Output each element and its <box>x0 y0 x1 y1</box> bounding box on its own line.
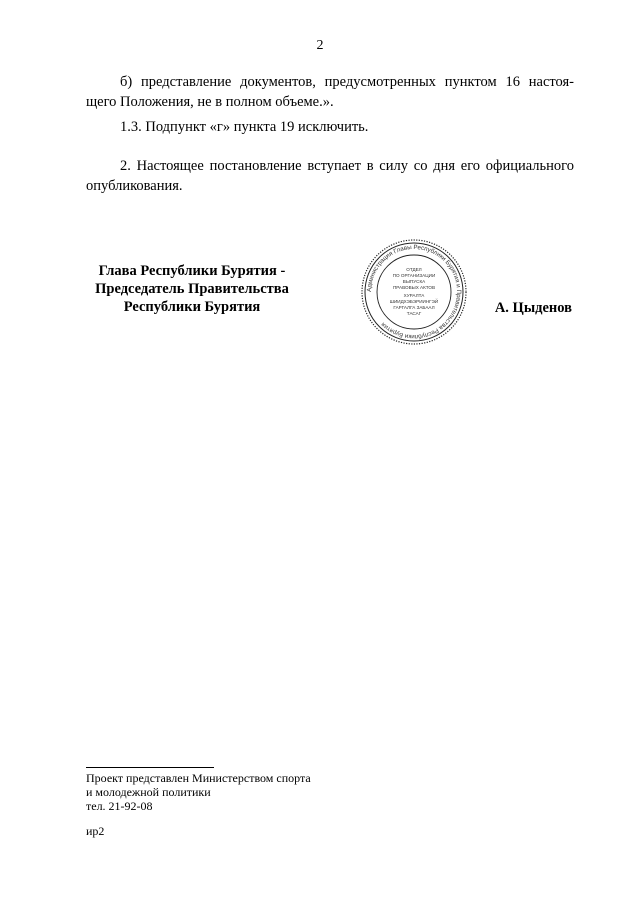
paragraph-item-2 <box>86 156 574 196</box>
paragraph-item-1-3 <box>86 117 574 137</box>
item-b-line-1: б) представление документов, предусмотренных пунктом 16 настоя- <box>120 74 574 90</box>
signatory-name: А. Цыденов <box>494 300 572 316</box>
seal-inner-line: ШИИДХЭБЭРИИНГЭЙ <box>389 299 439 304</box>
signatory-title <box>82 262 302 316</box>
footnote-line-2: и молодежной политики <box>86 785 211 799</box>
seal-inner-line: ВЫПУСКА <box>402 279 426 284</box>
seal-inner-text <box>390 267 438 316</box>
official-seal <box>360 238 468 346</box>
seal-outer-text: Администрация Главы Республики Бурятия и Правительства Республики Бурятия <box>365 243 463 341</box>
seal-inner-line: ПРАВОВЫХ АКТОВ <box>392 285 436 290</box>
item-2-line-1: 2. Настоящее постановление вступает в силу со дня его официального <box>120 158 574 174</box>
footnote-line-3: тел. 21-92-08 <box>86 799 153 813</box>
signatory-title-line-2: Председатель Правительства <box>95 281 289 297</box>
item-b-line-2: щего Положения, не в полном объеме.». <box>86 94 334 110</box>
footnote <box>86 771 311 813</box>
seal-inner-line: ХУРАЛТА <box>403 293 425 298</box>
seal-inner-line: ГАРГАЛГА ЗАБААЛ <box>393 305 435 310</box>
seal-inner-line: ПО ОРГАНИЗАЦИИ <box>392 273 436 278</box>
seal-inner-line: ОТДЕЛ <box>406 267 422 272</box>
footnote-line-1: Проект представлен Министерством спорта <box>86 771 311 785</box>
page-number: 2 <box>316 38 324 53</box>
item-1-3-line: 1.3. Подпункт «г» пункта 19 исключить. <box>120 119 369 135</box>
signatory-title-line-3: Республики Бурятия <box>123 299 261 315</box>
seal-inner-line: ТАСАГ <box>406 311 422 316</box>
paragraph-item-b <box>86 72 574 112</box>
signatory-title-line-1: Глава Республики Бурятия - <box>98 263 286 279</box>
footnote-divider <box>86 767 214 768</box>
document-code: ир2 <box>86 824 105 838</box>
item-2-line-2: опубликования. <box>86 178 183 194</box>
